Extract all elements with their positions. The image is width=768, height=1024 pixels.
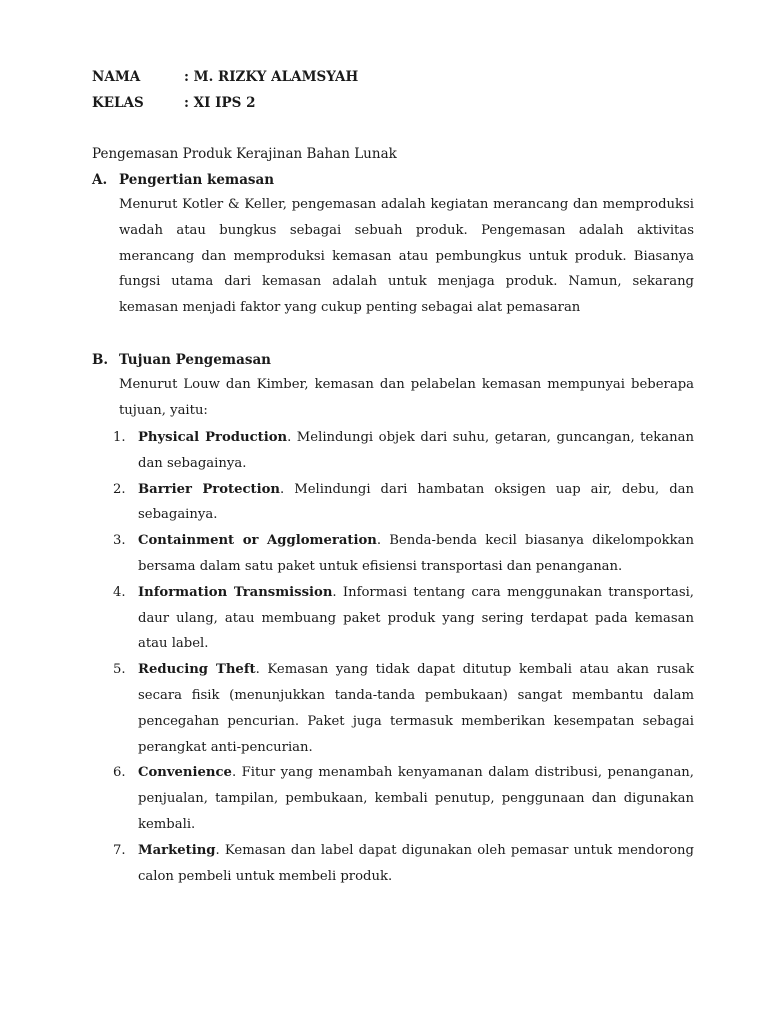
list-item-term: Information Transmission bbox=[138, 584, 333, 600]
name-label: NAMA bbox=[92, 69, 141, 85]
list-item-term: Physical Production bbox=[138, 430, 288, 445]
list-item-term: Convenience bbox=[138, 765, 232, 781]
name-row bbox=[92, 68, 358, 86]
name-value: : M. RIZKY ALAMSYAH bbox=[184, 69, 359, 85]
class-label: KELAS bbox=[92, 95, 144, 111]
section-b-letter: B. bbox=[92, 352, 109, 368]
class-value: : XI IPS 2 bbox=[184, 95, 256, 111]
purposes-list bbox=[113, 425, 695, 889]
list-item bbox=[113, 580, 695, 657]
list-item-text: . Melindungi objek dari suhu, getaran, guncangan, tekanan dan sebagainya. bbox=[138, 430, 694, 471]
list-item-term: Containment or Agglomeration bbox=[138, 533, 377, 549]
list-item-number: 1. bbox=[113, 430, 126, 445]
list-item-term: Marketing bbox=[138, 842, 216, 858]
list-item-text: . Kemasan yang tidak dapat ditutup kembali atau akan rusak secara fisik (menunjukkan tanda-tanda pembukaan) sangat membantu dalam pencegahan pencurian. Paket juga termasuk memberikan kesempatan sebagai perangkat anti-pencurian. bbox=[138, 662, 694, 755]
section-a-title: Pengertian kemasan bbox=[119, 172, 275, 188]
class-row bbox=[92, 94, 255, 112]
list-item-term: Reducing Theft bbox=[138, 662, 256, 678]
list-item-text: . Melindungi dari hambatan oksigen uap air, debu, dan sebagainya. bbox=[138, 481, 695, 523]
list-item-number: 6. bbox=[113, 765, 126, 781]
list-item bbox=[113, 760, 694, 837]
list-item-number: 3. bbox=[113, 533, 126, 549]
list-item-text: . Kemasan dan label dapat digunakan oleh pemasar untuk mendorong calon pembeli untuk membeli produk. bbox=[138, 842, 694, 884]
list-item-text: . Benda-benda kecil biasanya dikelompokkan bersama dalam satu paket untuk efisiensi transportasi dan penanganan. bbox=[138, 533, 694, 574]
section-a-heading bbox=[92, 171, 274, 189]
list-item bbox=[113, 838, 694, 890]
list-item bbox=[113, 657, 694, 760]
section-b-title: Tujuan Pengemasan bbox=[119, 352, 272, 368]
list-item-term: Barrier Protection bbox=[138, 481, 281, 497]
list-item-number: 7. bbox=[113, 842, 126, 858]
section-a-letter: A. bbox=[92, 172, 108, 188]
list-item bbox=[113, 477, 695, 529]
list-item-text: . Fitur yang menambah kenyamanan dalam distribusi, penanganan, penjualan, tampilan, pembukaan, kembali penutup, penggunaan dan digunakan kembali. bbox=[138, 765, 694, 832]
list-item-text: . Informasi tentang cara menggunakan transportasi, daur ulang, atau membuang paket produk yang sering terdapat pada kemasan atau label. bbox=[138, 584, 695, 652]
list-item bbox=[113, 528, 694, 580]
list-item-number: 5. bbox=[113, 662, 126, 678]
list-item-number: 4. bbox=[113, 584, 126, 600]
document-title: Pengemasan Produk Kerajinan Bahan Lunak bbox=[92, 146, 397, 162]
section-b-intro: Menurut Louw dan Kimber, kemasan dan pelabelan kemasan mempunyai beberapa tujuan, yaitu: bbox=[119, 377, 694, 418]
list-item bbox=[113, 425, 694, 477]
section-a-paragraph: Menurut Kotler & Keller, pengemasan adalah kegiatan merancang dan memproduksi wadah atau bungkus sebagai sebuah produk. Pengemasan adalah aktivitas merancang dan memproduksi kemasan atau pembungkus untuk produk. Biasanya fungsi utama dari kemasan adalah untuk menjaga produk. Namun, sekarang kemasan menjadi faktor yang cukup penting sebagai alat pemasaran bbox=[119, 197, 694, 316]
list-item-number: 2. bbox=[113, 481, 126, 497]
section-b-heading bbox=[92, 351, 271, 369]
